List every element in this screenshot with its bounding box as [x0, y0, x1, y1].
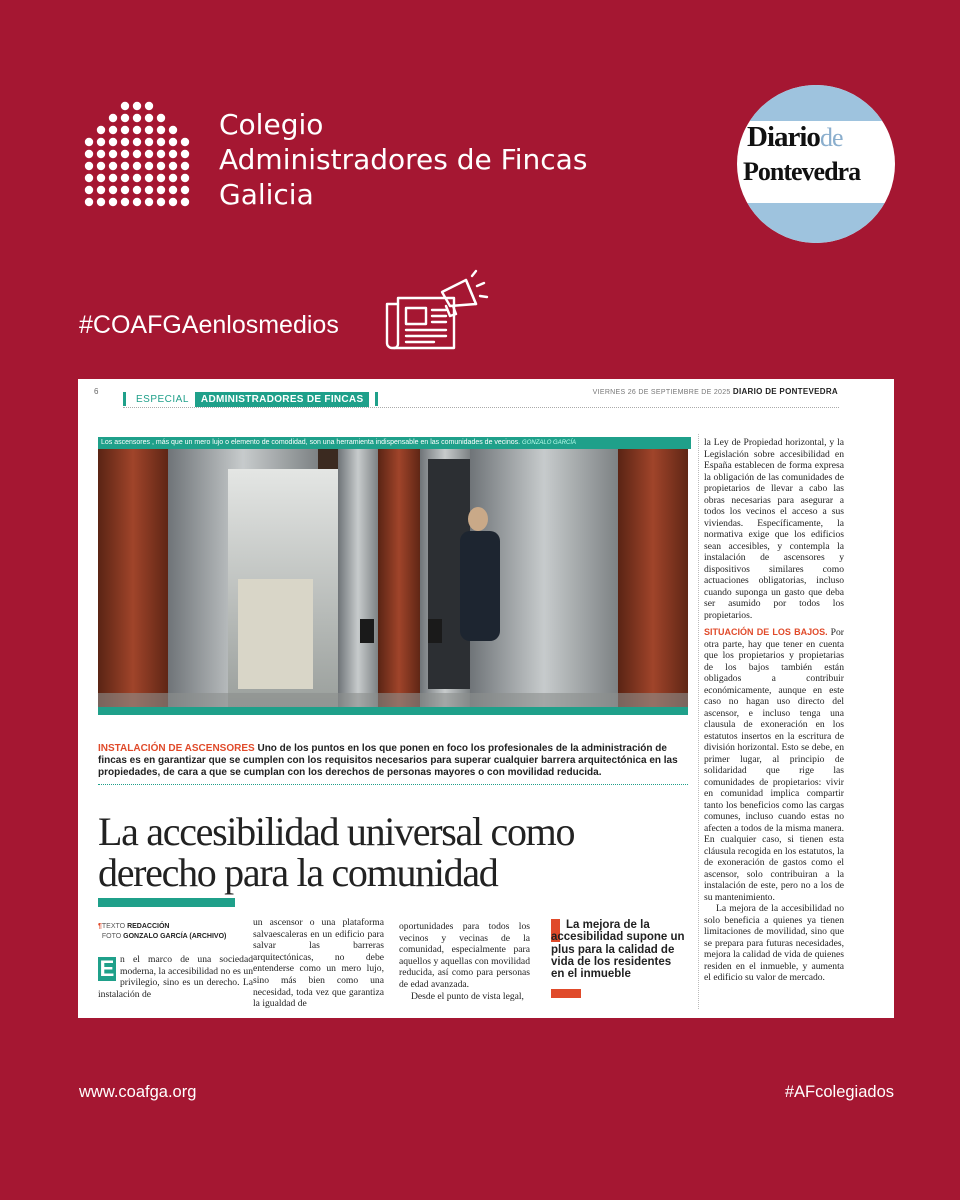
org-name-line3: Galicia	[219, 178, 314, 211]
org-name-line2: Administradores de Fincas	[219, 143, 588, 176]
section-bar-end	[375, 392, 378, 406]
organization-name	[219, 107, 587, 212]
column-3-paragraph-2: Desde el punto de vista legal,	[411, 990, 524, 1002]
headline-bar	[98, 898, 235, 907]
section-label: ESPECIAL	[136, 393, 189, 405]
column-4-paragraph-2-text: Por otra parte, hay que tener en cuenta que los propietarios y propietarias de los bajos también están obligados a contribuir económicamente, aunque en este caso no hagan uso directo del ascensor, e incluso tenga una clausula de exoneración en los estatutos insertos en la escritura de división horizontal. Esto se debe, en primer lugar, al principio de solidaridad que rige las comunidades de propietarios: vivir en comunidad implica compartir tanto los beneficios como las cargas comunes, incluso cuando estas no afecten a todos de la misma manera. En cualquier caso, si tienen esta cláusula recogida en los estatutos, la de exoneración de gastos como el ascensor, solo contribuiran a la instalación de este, pero no a los de su mantenimiento.	[704, 627, 844, 903]
column-4-paragraph-3: La mejora de la accesibilidad no solo beneficia a quienes ya tienen limitaciones de movilidad, sino que se prepara para futuras necesidades, mejora la calidad de vida de quienes residen en el inmueble, y aumenta el edificio su valor de mercado.	[704, 903, 844, 983]
paper-name: DIARIO DE PONTEVEDRA	[732, 387, 838, 396]
section-bar	[123, 392, 126, 406]
lead-kicker: INSTALACIÓN DE ASCENSORES	[98, 743, 255, 754]
section-title: ADMINISTRADORES DE FINCAS	[195, 392, 370, 407]
article-column-4	[704, 437, 844, 984]
column-4-subhead: SITUACIÓN DE LOS BAJOS.	[704, 627, 828, 637]
byline	[98, 922, 226, 942]
column-4-paragraph-1: la Ley de Propiedad horizontal, y la Legislación sobre accesibilidad en España establecen de forma expresa la obligación de las comunidades de propietarios de llevar a cabo las obras necesarias para asegurar a todos los vecinos el acceso a sus viviendas. Específicamente, la normativa exige que los edificios sean accesibles, y contempla la instalación de ascensores y dispositivos similares como actuaciones obligatorias, incluso cuando suponga un gasto que deba ser asumido por todos los propietarios.	[704, 437, 844, 621]
top-rule	[123, 407, 839, 408]
byline-marker-icon: ¶	[98, 923, 102, 930]
newspaper-clipping	[78, 379, 894, 1018]
org-name-line1: Colegio	[219, 108, 324, 141]
house-dots-logo-icon	[76, 100, 198, 212]
photo-caption	[98, 437, 691, 449]
logo-word-diario: Diario	[747, 121, 820, 153]
date-text: VIERNES 26 DE SEPTIEMBRE DE 2025	[592, 389, 731, 396]
logo-word-de: de	[819, 123, 843, 152]
photo-credit: GONZALO GARCÍA	[522, 440, 577, 446]
issue-date	[593, 387, 838, 396]
byline-photo-label: FOTO	[101, 933, 122, 940]
campaign-hashtag: #COAFGAenlosmedios	[79, 311, 339, 339]
section-header	[123, 391, 378, 407]
drop-cap: E	[99, 956, 115, 981]
footer-hashtag: #AFcolegiados	[784, 1083, 894, 1101]
lead-text: Uno de los puntos en los que ponen en foco los profesionales de la administración de fincas es en garantizar que se cumplen con los requisitos necesarios para superar cualquier barrera arquitectónica en las propiedades, de cara a que se cumplan con los derechos de personas mayores o con movilidad reducida.	[98, 743, 678, 778]
column-4-paragraph-2	[704, 627, 844, 903]
website-link[interactable]: www.coafga.org	[79, 1083, 197, 1101]
byline-text	[98, 922, 226, 932]
newspaper-megaphone-icon	[384, 268, 490, 354]
byline-text-name: REDACCIÓN	[127, 923, 170, 930]
article-column-2: un ascensor o una plataforma salvaescaleras en un edificio para salvar las barreras arquitectónicas, no debe entenderse como un mero lujo, sino más bien como una necesidad, toda vez que garantiza la igualdad de	[253, 917, 384, 1010]
caption-text: Los ascensores , más que un mero lujo o elemento de comodidad, son una herramienta indispensable en las comunidades de vecinos.	[101, 439, 521, 446]
article-headline: La accesibilidad universal como derecho para la comunidad	[98, 809, 575, 895]
logo-line2: Pontevedra	[743, 157, 861, 186]
article-column-1	[98, 954, 253, 1000]
logo-band-top	[737, 85, 895, 121]
pull-quote-text: La mejora de la accesibilidad supone un plus para la calidad de vida de los residentes en el inmueble	[551, 919, 685, 981]
column-3-paragraph-1: oportunidades para todos los vecinos y vecinas de la comunidad, especialmente para aquellos y aquellas con movilidad reducida, así como para personas de edad avanzada.	[399, 921, 530, 990]
lead-paragraph	[98, 743, 688, 779]
column-1-text: n el marco de una sociedad moderna, la accesibilidad no es un privilegio, sino es un derecho. La instalación de	[98, 954, 253, 1000]
byline-photo	[98, 932, 226, 942]
lead-rule	[98, 784, 688, 785]
newspaper-logo	[737, 85, 895, 243]
logo-line1	[747, 121, 842, 154]
article-column-3	[399, 921, 530, 1002]
byline-photo-name: GONZALO GARCÍA (ARCHIVO)	[123, 933, 227, 940]
elevator-photo	[98, 449, 688, 707]
photo-bottom-bar	[98, 707, 688, 715]
logo-band-bottom	[737, 203, 895, 243]
byline-text-label: TEXTO	[101, 923, 126, 930]
page-number: 6	[94, 387, 99, 396]
pull-quote-end-marker	[551, 989, 581, 998]
column-divider	[698, 434, 699, 1009]
